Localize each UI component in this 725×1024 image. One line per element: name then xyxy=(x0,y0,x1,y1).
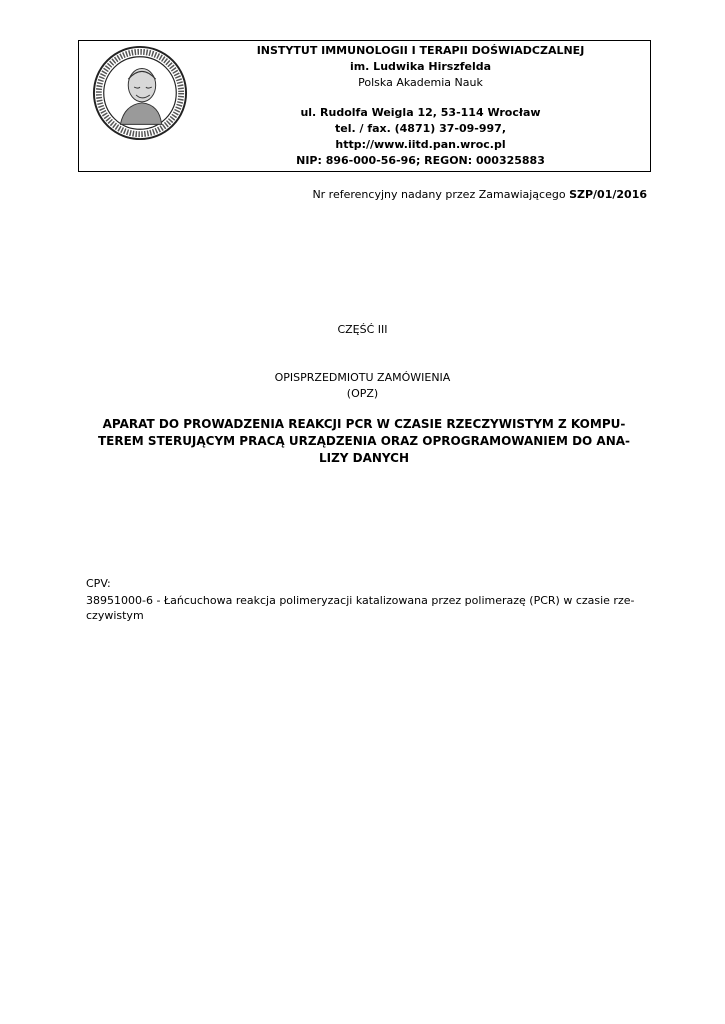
address: ul. Rudolfa Weigla 12, 53-114 Wrocław xyxy=(300,106,541,119)
website: http://www.iitd.pan.wroc.pl xyxy=(335,138,506,151)
title-line: APARAT DO PROWADZENIA REAKCJI PCR W CZASIE RZECZYWISTYM Z KOMPU- xyxy=(102,417,626,431)
part-heading: CZĘŚĆ III xyxy=(337,323,388,336)
cpv-description xyxy=(86,593,646,623)
letterhead xyxy=(78,40,651,172)
title-line: TEREM STERUJĄCYM PRACĄ URZĄDZENIA ORAZ OPROGRAMOWANIEM DO ANA- xyxy=(97,434,631,448)
institute-seal-logo xyxy=(91,44,189,142)
cpv-line: czywistym xyxy=(86,609,144,622)
cpv-label: CPV: xyxy=(86,577,111,590)
reference-code: SZP/01/2016 xyxy=(569,188,647,201)
title-line: LIZY DANYCH xyxy=(318,451,410,465)
letterhead-text xyxy=(189,43,652,169)
cpv-line: 38951000-6 - Łańcuchowa reakcja polimeryzacji katalizowana przez polimerazę (PCR) w czasie rze- xyxy=(86,594,635,607)
institute-name: INSTYTUT IMMUNOLOGII I TERAPII DOŚWIADCZALNEJ xyxy=(256,44,585,57)
phone-fax: tel. / fax. (4871) 37-09-997, xyxy=(334,122,507,135)
opz-abbreviation: (OPZ) xyxy=(346,387,379,400)
academy-name: Polska Akademia Nauk xyxy=(358,76,483,89)
reference-number-line xyxy=(0,188,647,201)
tax-ids: NIP: 896-000-56-96; REGON: 000325883 xyxy=(296,154,545,167)
institute-patron: im. Ludwika Hirszfelda xyxy=(349,60,492,73)
reference-label: Nr referencyjny nadany przez Zamawiającego xyxy=(312,188,566,201)
opz-heading: OPISPRZEDMIOTU ZAMÓWIENIA xyxy=(274,371,451,384)
document-title xyxy=(86,416,642,467)
